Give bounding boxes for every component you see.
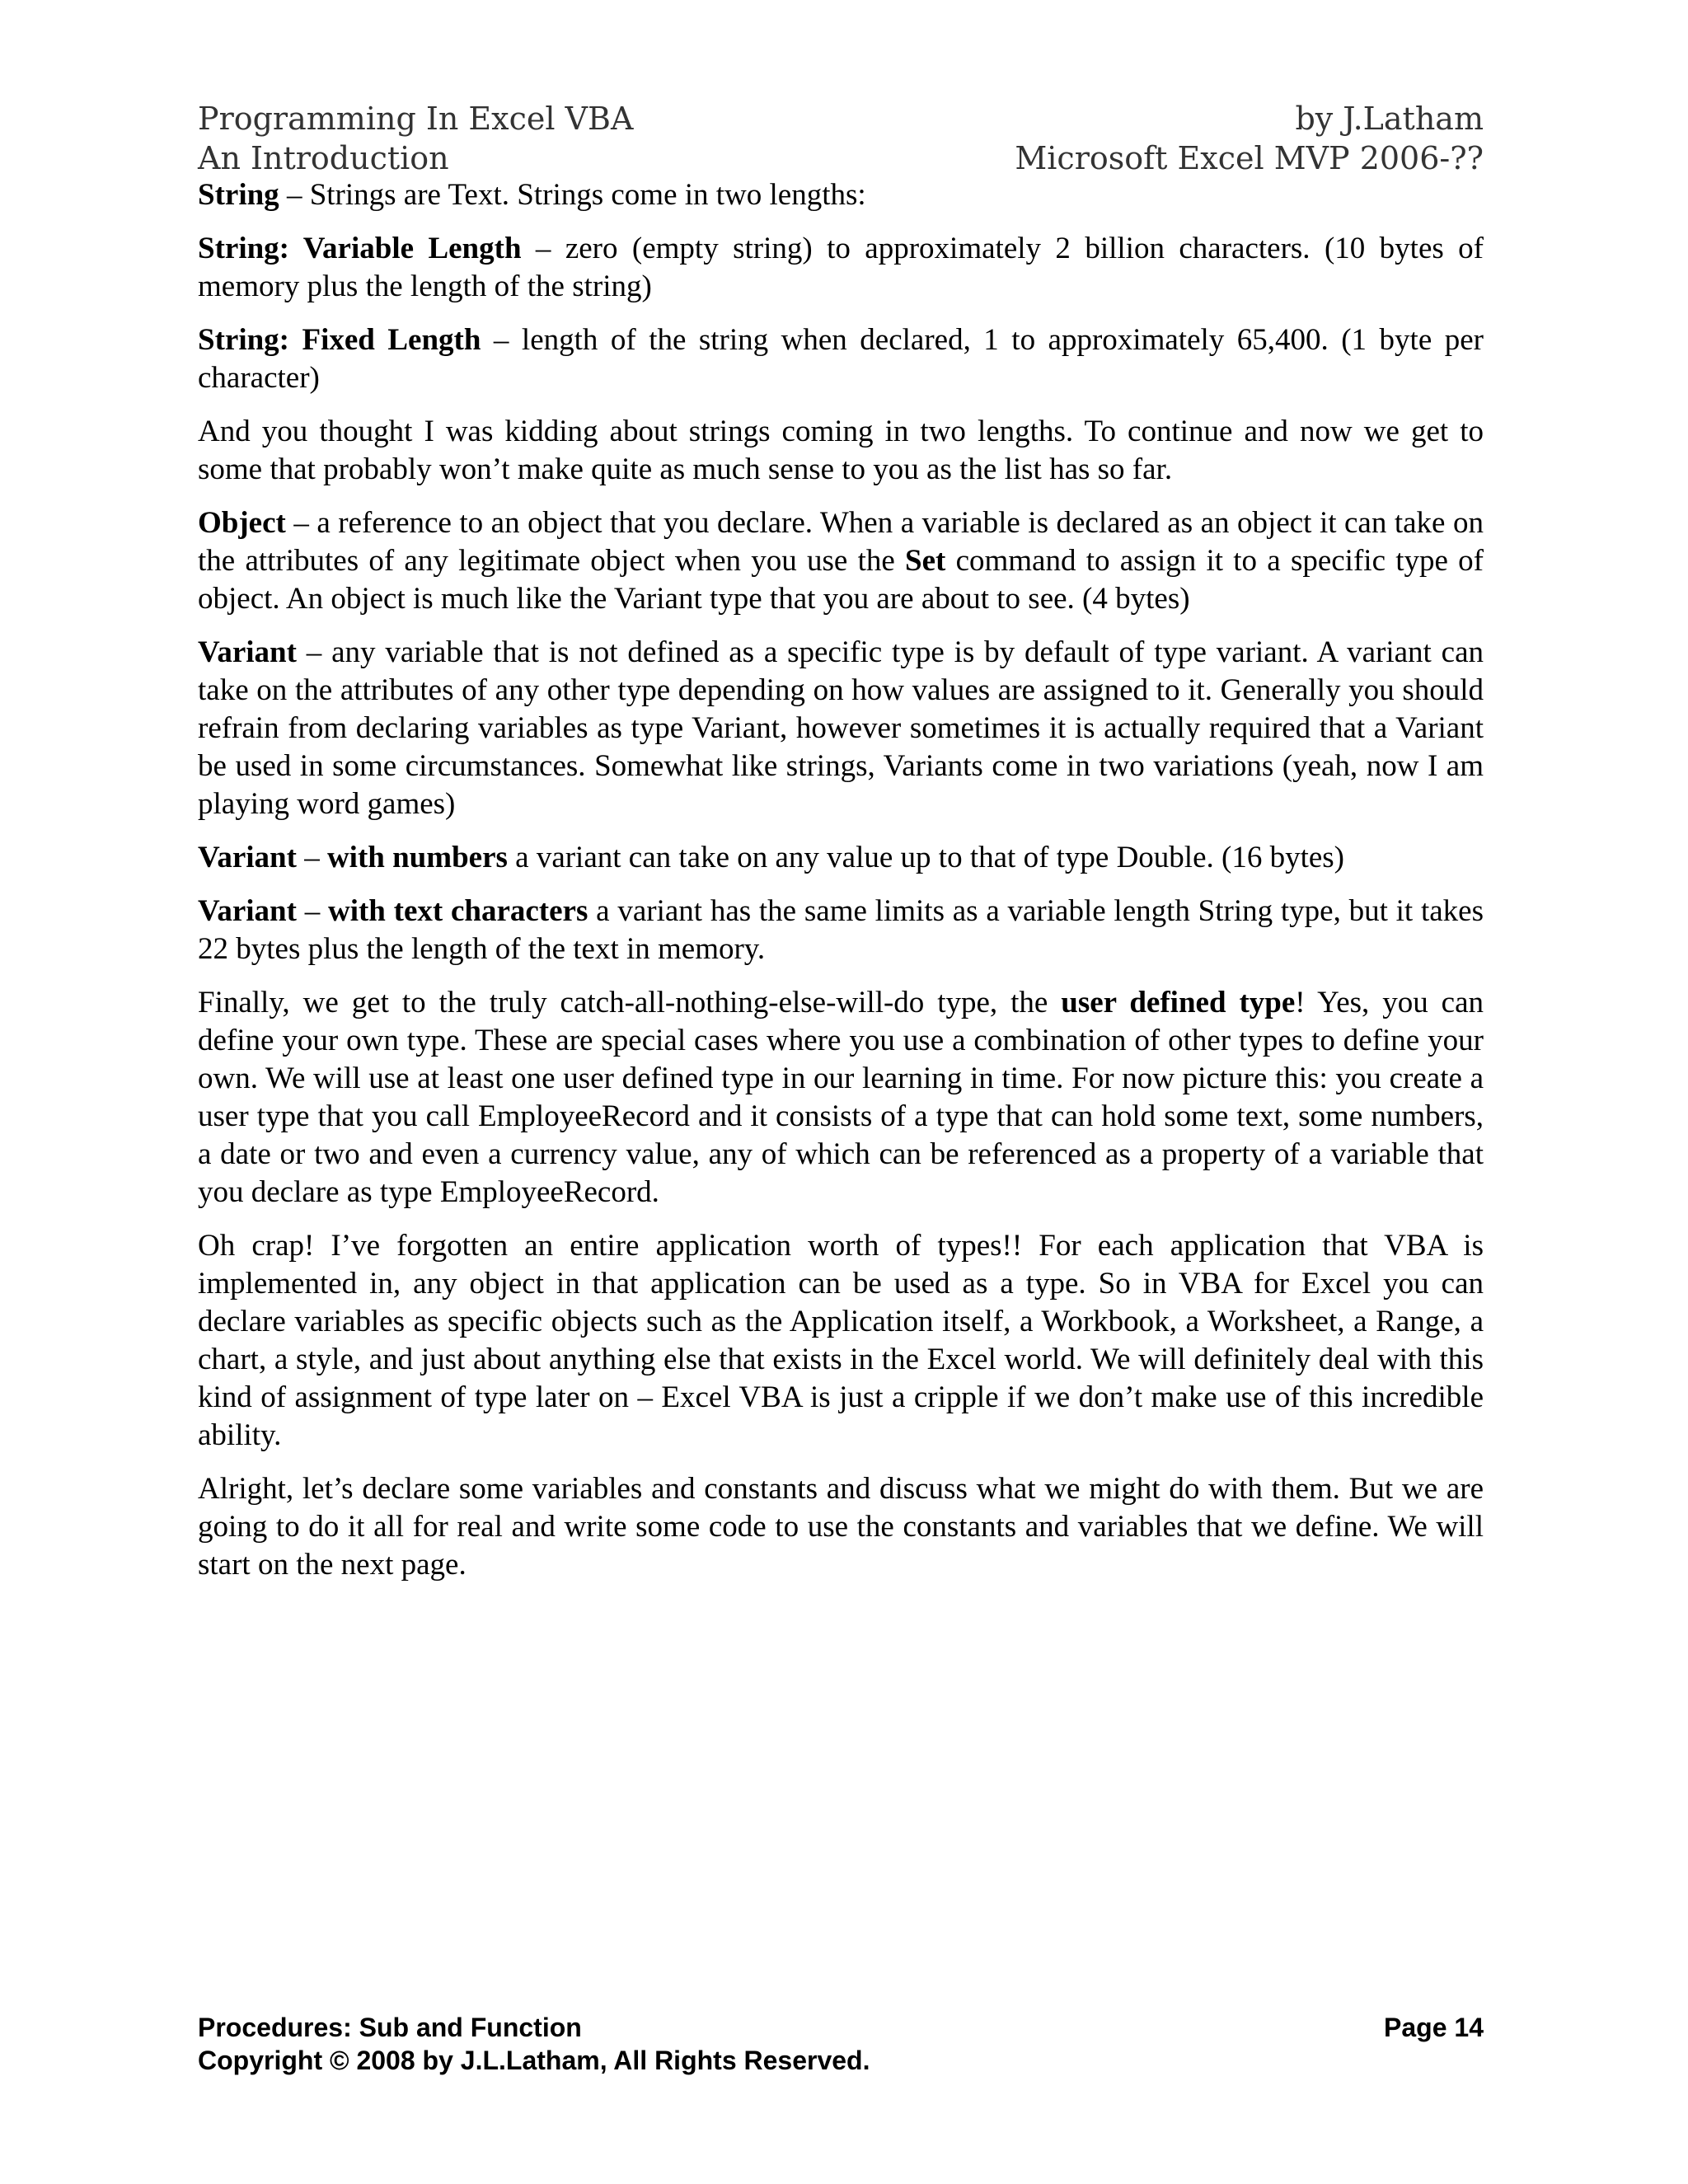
header-title: Programming In Excel VBA bbox=[198, 101, 634, 137]
paragraph-user-defined-type: Finally, we get to the truly catch-all-nothing-else-will-do type, the user defined type! Yes, you can define your own type. These are special cases where you use a combination of other types to define your own. We will use at least one user defined type in our learning in time. For now picture this: you create a user type that you call EmployeeRecord and it consists of a type that can hold some text, some numbers, a date or two and even a currency value, any of which can be referenced as a property of a variable that you declare as type EmployeeRecord. bbox=[198, 986, 1484, 1209]
paragraph-closing: Alright, let’s declare some variables and constants and discuss what we might do with them. But we are going to do it all for real and write some code to use the constants and variables that we define. We will start on the next page. bbox=[198, 1472, 1484, 1582]
page-footer bbox=[198, 2011, 1484, 2077]
footer-page-number: Page 14 bbox=[1384, 2013, 1484, 2042]
term: String bbox=[198, 178, 279, 212]
paragraph-string-variable: String: Variable Length – zero (empty string) to approximately 2 billion characters. (10 bytes of memory plus the length of the string) bbox=[198, 232, 1484, 303]
term: Variant bbox=[198, 894, 297, 928]
paragraph-variant-text: Variant – with text characters a variant has the same limits as a variable length String type, but it takes 22 bytes plus the length of the text in memory. bbox=[198, 894, 1484, 966]
paragraph-string-fixed: String: Fixed Length – length of the string when declared, 1 to approximately 65,400. (1 byte per character) bbox=[198, 323, 1484, 395]
footer-row-2 bbox=[198, 2044, 1484, 2077]
term: Variant bbox=[198, 635, 297, 669]
term: String: Fixed Length bbox=[198, 323, 481, 357]
paragraph-strings-note: And you thought I was kidding about strings coming in two lengths. To continue and now we get to some that probably won’t make quite as much sense to you as the list has so far. bbox=[198, 415, 1484, 486]
term: Object bbox=[198, 506, 286, 540]
footer-row-1 bbox=[198, 2011, 1484, 2044]
header-row-1 bbox=[198, 99, 1484, 138]
header-subtitle: An Introduction bbox=[198, 140, 449, 176]
paragraph-object: Object – a reference to an object that you declare. When a variable is declared as an object it can take on the attributes of any legitimate object when you use the Set command to assign it to a specific type of object. An object is much like the Variant type that you are about to see. (4 bytes) bbox=[198, 506, 1484, 616]
page-body bbox=[198, 176, 1484, 1600]
header-row-2 bbox=[198, 138, 1484, 178]
term: String: Variable Length bbox=[198, 232, 522, 265]
paragraph-string: String – Strings are Text. Strings come in two lengths: bbox=[198, 178, 866, 212]
paragraph-variant: Variant – any variable that is not defined as a specific type is by default of type variant. A variant can take on the attributes of any other type depending on how values are assigned to it. Generally you should refrain from declaring variables as type Variant, however sometimes it is actually required that a Variant be used in some circumstances. Somewhat like strings, Variants come in two variations (yeah, now I am playing word games) bbox=[198, 635, 1484, 821]
paragraph-variant-numbers: Variant – with numbers a variant can take on any value up to that of type Double. (16 bytes) bbox=[198, 841, 1345, 874]
footer-section: Procedures: Sub and Function bbox=[198, 2013, 582, 2042]
term: Variant bbox=[198, 841, 297, 874]
page-header bbox=[198, 99, 1484, 178]
header-credential: Microsoft Excel MVP 2006-?? bbox=[1015, 140, 1484, 176]
footer-copyright: Copyright © 2008 by J.L.Latham, All Rights Reserved. bbox=[198, 2046, 870, 2075]
header-author: by J.Latham bbox=[1295, 101, 1484, 137]
paragraph-application-types: Oh crap! I’ve forgotten an entire application worth of types!! For each application that VBA is implemented in, any object in that application can be used as a type. So in VBA for Excel you can declare variables as specific objects such as the Application itself, a Workbook, a Worksheet, a Range, a chart, a style, and just about anything else that exists in the Excel world. We will definitely deal with this kind of assignment of type later on – Excel VBA is just a cripple if we don’t make use of this incredible ability. bbox=[198, 1229, 1484, 1452]
